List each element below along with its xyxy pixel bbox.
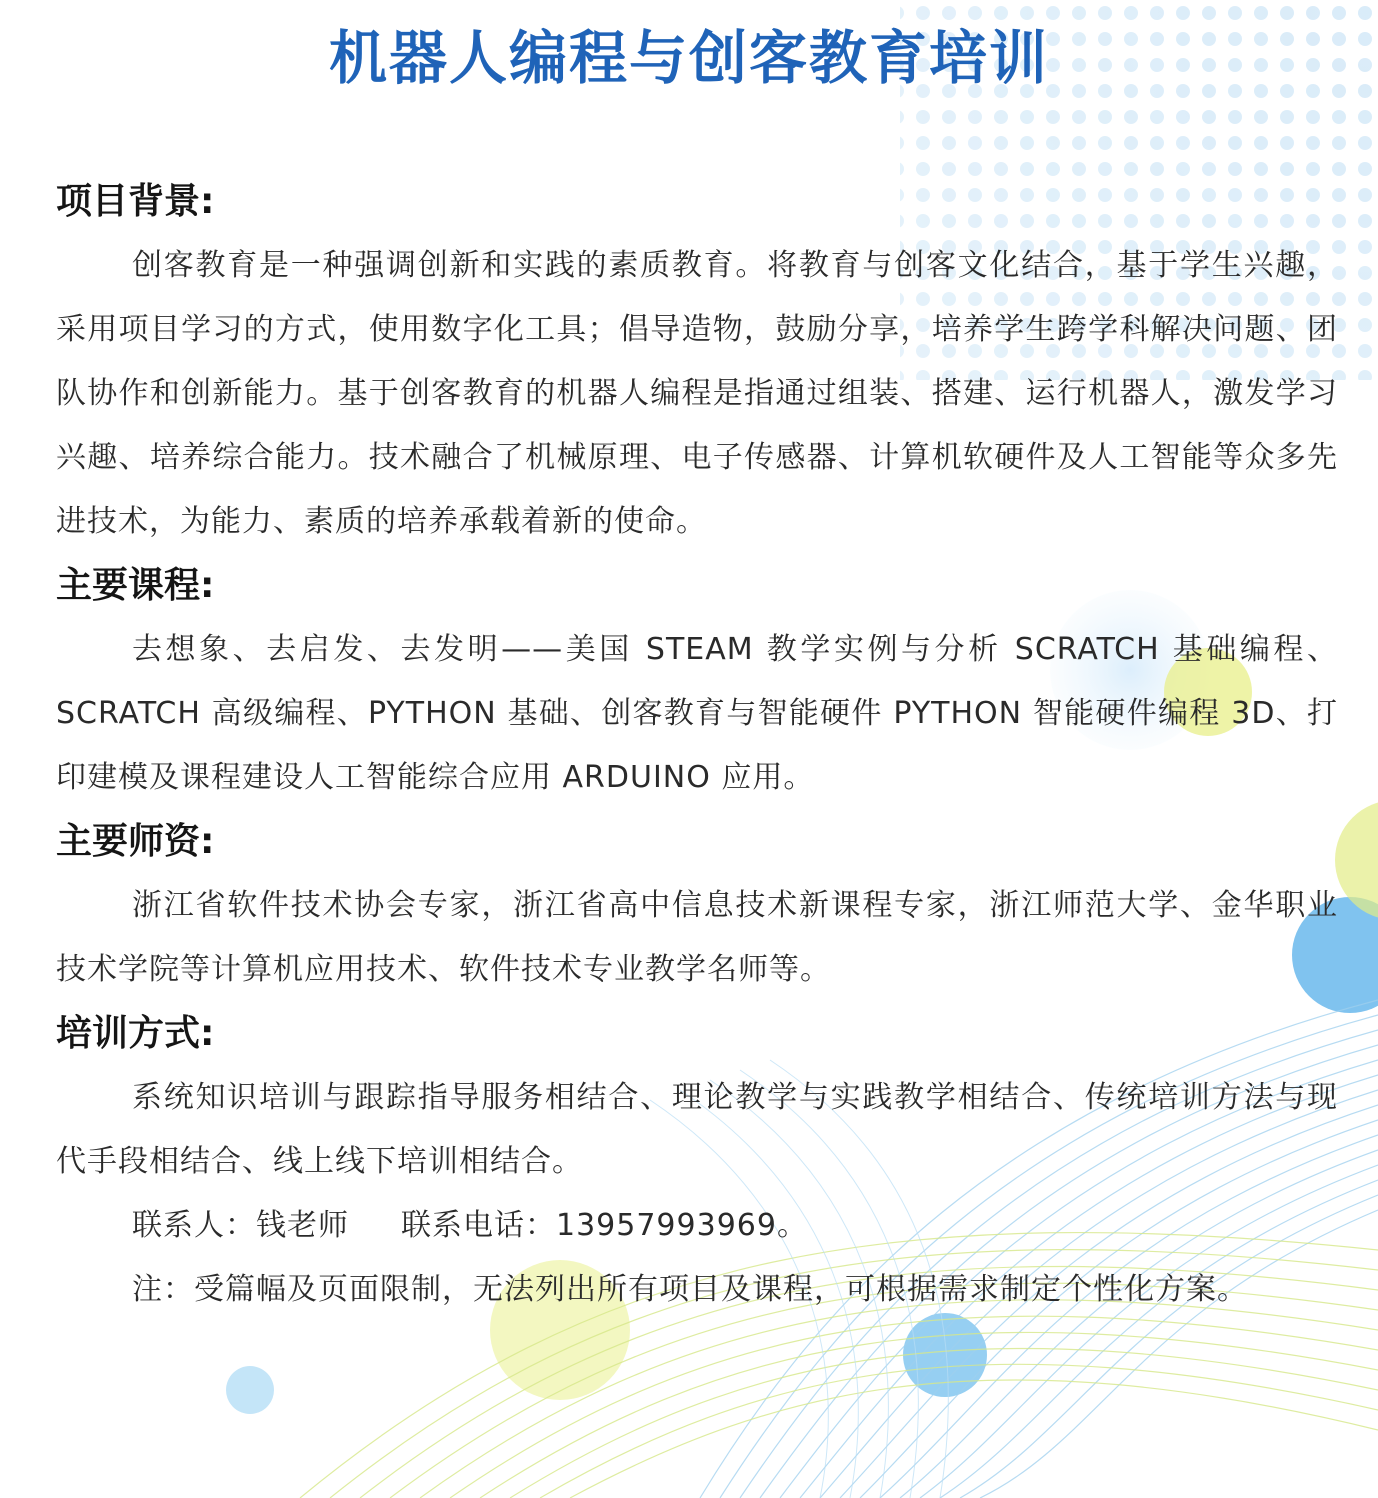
section-text-training-mode: 系统知识培训与跟踪指导服务相结合、理论教学与实践教学相结合、传统培训方法与现代手段相结合、线上线下培训相结合。: [56, 1080, 1338, 1179]
section-text-courses: 去想象、去启发、去发明——美国 STEAM 教学实例与分析 SCRATCH 基础编程、SCRATCH 高级编程、PYTHON 基础、创客教育与智能硬件 PYTHON 智能硬件编程 3D、打印建模及课程建设人工智能综合应用 ARDUINO 应用。: [56, 632, 1338, 795]
section-teachers: [56, 810, 1338, 1002]
section-heading-courses: 主要课程:: [56, 565, 215, 606]
section-heading-training-mode: 培训方式:: [56, 1013, 215, 1054]
note-text: 注：受篇幅及页面限制，无法列出所有项目及课程，可根据需求制定个性化方案。: [132, 1272, 1248, 1307]
section-text-teachers: 浙江省软件技术协会专家，浙江省高中信息技术新课程专家，浙江师范大学、金华职业技术学院等计算机应用技术、软件技术专业教学名师等。: [56, 888, 1338, 987]
section-background: [56, 170, 1338, 554]
section-courses: [56, 554, 1338, 810]
contact-phone: 联系电话：13957993969。: [401, 1208, 808, 1243]
section-heading-teachers: 主要师资:: [56, 821, 215, 862]
section-heading-background: 项目背景:: [56, 181, 215, 222]
section-text-background: 创客教育是一种强调创新和实践的素质教育。将教育与创客文化结合，基于学生兴趣，采用项目学习的方式，使用数字化工具；倡导造物，鼓励分享，培养学生跨学科解决问题、团队协作和创新能力。基于创客教育的机器人编程是指通过组装、搭建、运行机器人，激发学习兴趣、培养综合能力。技术融合了机械原理、电子传感器、计算机软硬件及人工智能等众多先进技术，为能力、素质的培养承载着新的使命。: [56, 248, 1338, 539]
contact-person: 联系人：钱老师: [132, 1208, 349, 1243]
page-title: 机器人编程与创客教育培训: [328, 24, 1049, 92]
section-training-mode: [56, 1002, 1338, 1194]
content: [56, 170, 1338, 1322]
contact-line: [56, 1194, 1338, 1258]
